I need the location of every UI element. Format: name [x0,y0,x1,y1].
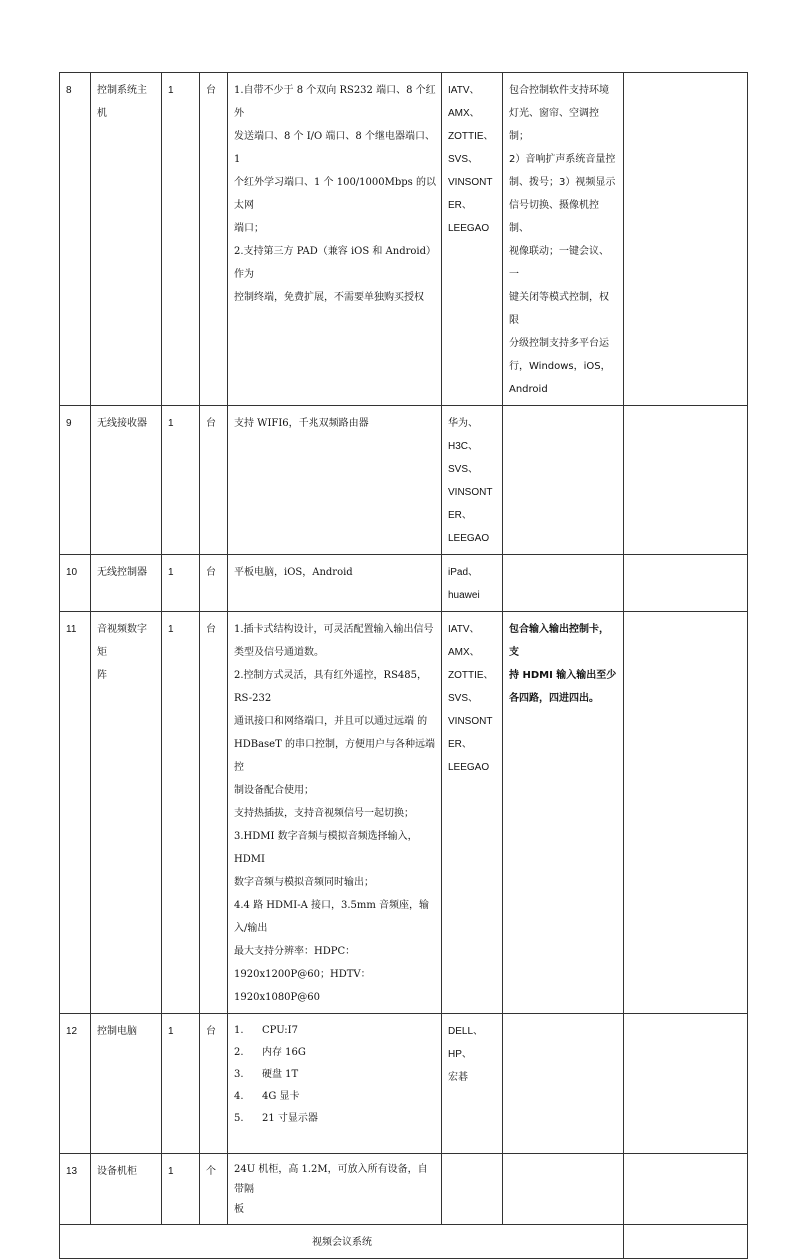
empty-cell [624,1225,748,1259]
item-qty: 1 [162,612,200,1014]
item-qty: 1 [162,1154,200,1225]
item-spec: 支持 WIFI6，千兆双频路由器 [228,406,442,555]
row-number: 10 [60,555,91,612]
table-row [60,555,748,612]
table-row [60,73,748,406]
section-row [60,1225,748,1259]
item-name: 无线控制器 [91,555,162,612]
item-qty: 1 [162,1014,200,1154]
section-title: 视频会议系统 [60,1225,624,1259]
empty-cell [624,406,748,555]
item-name: 控制系统主机 [91,73,162,406]
equipment-spec-table [59,72,748,1259]
item-qty: 1 [162,406,200,555]
empty-cell [503,1154,624,1225]
item-name: 控制电脑 [91,1014,162,1154]
item-spec: 1.插卡式结构设计，可灵活配置输入输出信号 类型及信号通道数。 2.控制方式灵活，具有红外遥控，RS485，RS-232 通讯接口和网络端口，并且可以通过远端 的 HDBaseT 的串口控制，方便用户与各种远端控 制设备配合使用； 支持热插拔，支持音视频信号一起切换； 3.HDMI 数字音频与模拟音频选择输入，HDMI 数字音频与模拟音频同时输出； 4.4 路 HDMI-A 接口，3.5mm 音频座，输入/输出 最大支持分辨率：HDPC：1920x1200P@60；HDTV： 1920x1080P@60 [228,612,442,1014]
row-number: 11 [60,612,91,1014]
item-unit: 台 [200,1014,228,1154]
table-row [60,406,748,555]
item-brands: IATV、 AMX、 ZOTTIE、 SVS、 VINSONT ER、 LEEGAO [442,612,503,1014]
row-number: 13 [60,1154,91,1225]
empty-cell [624,1154,748,1225]
item-remark: 包合输入输出控制卡，支 持 HDMI 输入输出至少 各四路，四进四出。 [503,612,624,1014]
item-brands: 华为、 H3C、SVS、 VINSONT ER、 LEEGAO [442,406,503,555]
row-number: 12 [60,1014,91,1154]
item-name: 设备机柜 [91,1154,162,1225]
empty-cell [503,1014,624,1154]
item-unit: 台 [200,406,228,555]
table-row [60,612,748,1014]
item-unit: 台 [200,555,228,612]
table-row [60,1154,748,1225]
empty-cell [503,406,624,555]
item-unit: 个 [200,1154,228,1225]
item-qty: 1 [162,73,200,406]
item-spec [228,1014,442,1154]
list-item: 3. 硬盘 1T [234,1069,299,1080]
empty-cell [624,73,748,406]
row-number: 8 [60,73,91,406]
list-item: 2. 内存 16G [234,1047,306,1058]
empty-cell [442,1154,503,1225]
item-spec: 1.自带不少于 8 个双向 RS232 端口、8 个红外 发送端口、8 个 I/O 端口、8 个继电器端口、1 个红外学习端口、1 个 100/1000Mbps 的以太网 端口； 2.支持第三方 PAD（兼容 iOS 和 Android）作为 控制终端，免费扩展，不需要单独购买授权 [228,73,442,406]
spec-list [234,1020,436,1130]
list-item: 4. 4G 显卡 [234,1091,300,1102]
item-brands: IATV、 AMX、 ZOTTIE、 SVS、 VINSONT ER、 LEEGAO [442,73,503,406]
list-item: 1. CPU:I7 [234,1025,298,1036]
empty-cell [503,555,624,612]
empty-cell [624,1014,748,1154]
item-name: 无线接收器 [91,406,162,555]
row-number: 9 [60,406,91,555]
empty-cell [624,612,748,1014]
item-brands: iPad、 huawei [442,555,503,612]
item-remark: 包合控制软件支持环境 灯光、窗帘、空调控制； 2）音响扩声系统音量控 制、拨号；3）视频显示 信号切换、摄像机控制、 视像联动；一键会议、一 键关闭等模式控制，权限 分级控制支持多平台运 行，Windows，iOS， Android [503,73,624,406]
list-item: 5. 21 寸显示器 [234,1113,318,1124]
table-row [60,1014,748,1154]
item-brands: DELL、HP、 宏碁 [442,1014,503,1154]
item-spec: 平板电脑，iOS，Android [228,555,442,612]
item-name: 音视频数字矩 阵 [91,612,162,1014]
item-unit: 台 [200,73,228,406]
item-spec: 24U 机柜，高 1.2M，可放入所有设备，自带隔 板 [228,1154,442,1225]
item-qty: 1 [162,555,200,612]
item-unit: 台 [200,612,228,1014]
empty-cell [624,555,748,612]
